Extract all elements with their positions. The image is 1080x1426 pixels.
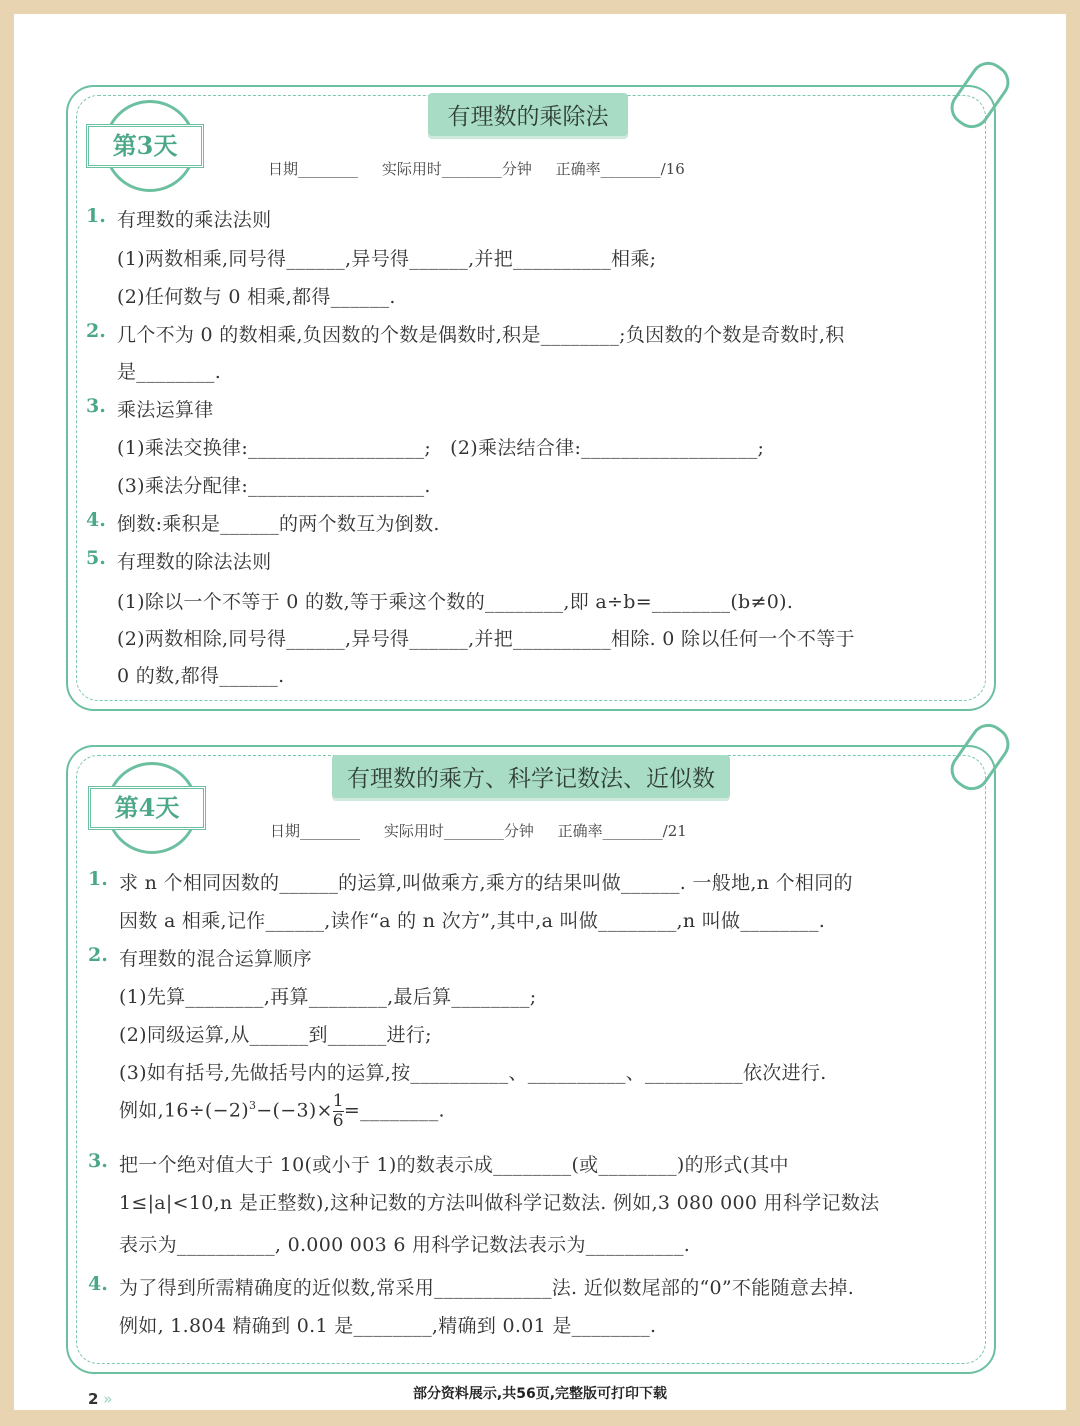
- text-line: (1)先算________,再算________,最后算________;: [119, 986, 537, 1008]
- day4-badge: 第4天: [88, 762, 206, 854]
- text-line: 乘法运算律: [117, 399, 214, 421]
- text-line: (1)除以一个不等于 0 的数,等于乘这个数的________,即 a÷b=________(b≠0).: [117, 591, 794, 613]
- item-number: 1.: [86, 205, 106, 227]
- day4-title: 有理数的乘方、科学记数法、近似数: [332, 755, 730, 798]
- text-line: 因数 a 相乘,记作______,读作“a 的 n 次方”,其中,a 叫做________,n 叫做________.: [119, 910, 826, 932]
- worksheet: [14, 14, 1066, 1410]
- item-number: 3.: [88, 1150, 108, 1172]
- page-number: 2 »: [88, 1390, 113, 1408]
- day4-meta: 日期________ 实际用时________分钟 正确率________/21: [270, 822, 687, 840]
- text-line: (2)两数相除,同号得______,异号得______,并把__________相除. 0 除以任何一个不等于: [117, 628, 855, 650]
- day3-badge: 第3天: [86, 100, 204, 192]
- text-line: 把一个绝对值大于 10(或小于 1)的数表示成________(或________)的形式(其中: [119, 1154, 789, 1176]
- text-line: (1)两数相乘,同号得______,异号得______,并把__________相乘;: [117, 248, 657, 270]
- text-line: 1≤|a|<10,n 是正整数),这种记数的方法叫做科学记数法. 例如,3 080 000 用科学记数法: [119, 1192, 880, 1214]
- day3-title: 有理数的乘除法: [428, 93, 628, 136]
- footer-note: 部分资料展示,共56页,完整版可打印下载: [412, 1386, 668, 1402]
- item-number: 4.: [86, 509, 106, 531]
- text-line: 是________.: [117, 361, 222, 383]
- item-number: 2.: [88, 944, 108, 966]
- item-number: 2.: [86, 320, 106, 342]
- text-line: (1)乘法交换律:__________________; (2)乘法结合律:__________________;: [117, 437, 765, 459]
- text-line: 表示为__________, 0.000 003 6 用科学记数法表示为__________.: [119, 1234, 691, 1256]
- text-line: 为了得到所需精确度的近似数,常采用____________法. 近似数尾部的“0”不能随意去掉.: [119, 1277, 855, 1299]
- text-line: (3)乘法分配律:__________________.: [117, 475, 431, 497]
- item-number: 4.: [88, 1273, 108, 1295]
- text-line: (3)如有括号,先做括号内的运算,按__________、__________、__________依次进行.: [119, 1062, 827, 1084]
- text-line: (2)同级运算,从______到______进行;: [119, 1024, 432, 1046]
- item-number: 5.: [86, 547, 106, 569]
- text-line: 有理数的混合运算顺序: [119, 948, 313, 970]
- day3-meta: 日期________ 实际用时________分钟 正确率________/16: [268, 160, 685, 178]
- text-line: 倒数:乘积是______的两个数互为倒数.: [117, 513, 440, 535]
- text-line: 0 的数,都得______.: [117, 665, 285, 687]
- item-number: 3.: [86, 395, 106, 417]
- double-chevron-icon: »: [103, 1390, 113, 1408]
- text-line: (2)任何数与 0 相乘,都得______.: [117, 286, 396, 308]
- text-line: 几个不为 0 的数相乘,负因数的个数是偶数时,积是________;负因数的个数是奇数时,积: [117, 324, 845, 346]
- item-number: 1.: [88, 868, 108, 890]
- text-line: 有理数的除法法则: [117, 551, 272, 573]
- text-line: 有理数的乘法法则: [117, 209, 272, 231]
- math-example: 例如$,16\div(-2)^3-(-3)\times$ $\frac{1}{6}$ =________.: [119, 1091, 445, 1131]
- text-line: 例如, 1.804 精确到 0.1 是________,精确到 0.01 是________.: [119, 1315, 657, 1337]
- text-line: 求 n 个相同因数的______的运算,叫做乘方,乘方的结果叫做______. 一般地,n 个相同的: [119, 872, 853, 894]
